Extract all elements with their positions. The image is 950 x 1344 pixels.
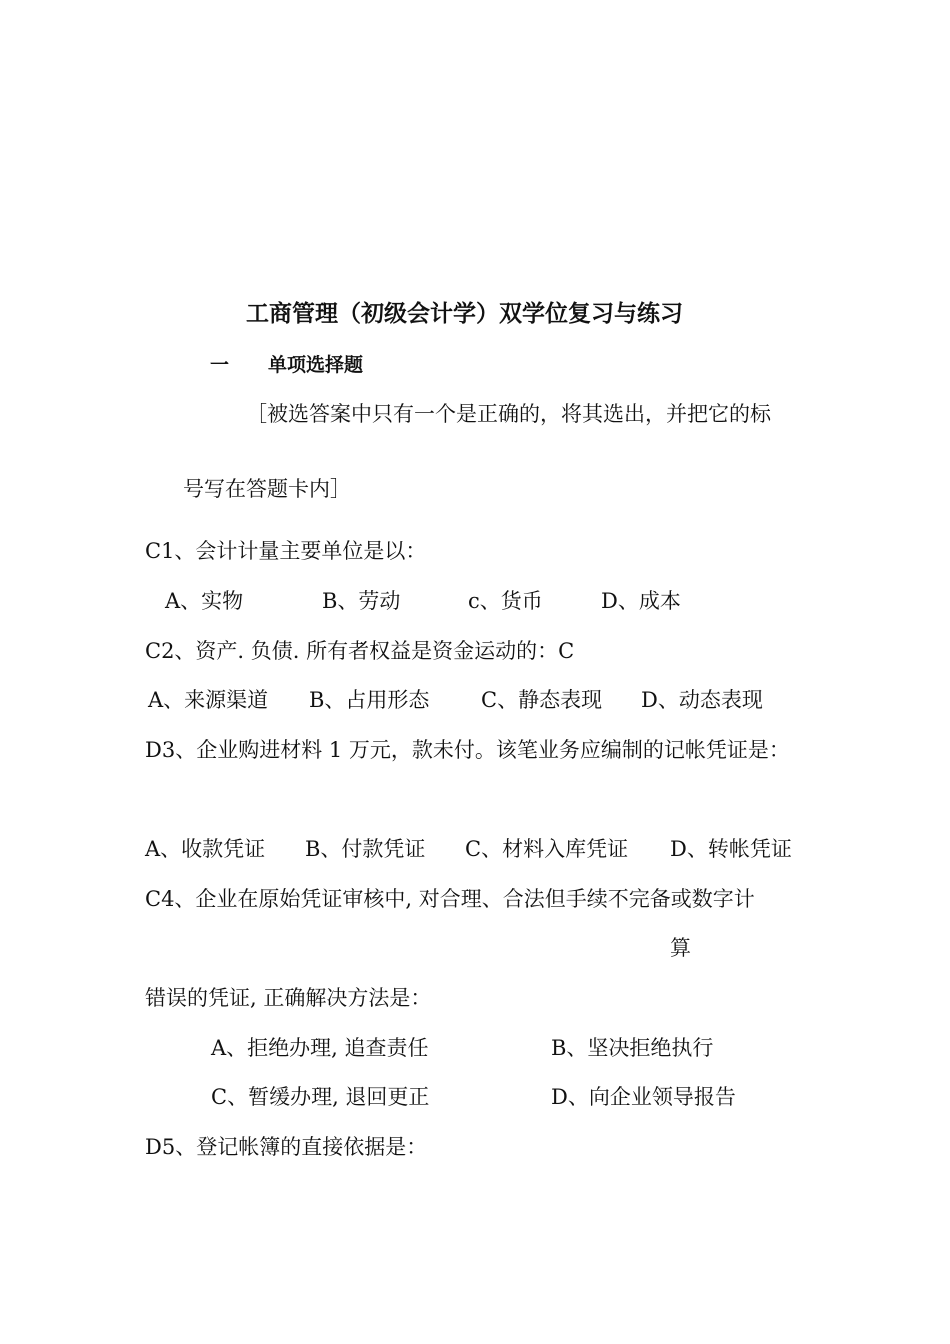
question-3-option-a: A、收款凭证 bbox=[145, 837, 266, 861]
question-3-option-b: B、付款凭证 bbox=[305, 837, 426, 861]
question-4-stem-wrap: 算 bbox=[670, 936, 691, 960]
question-1-stem: C1、会计计量主要单位是以： bbox=[145, 539, 427, 563]
question-2-stem: C2、资产. 负债. 所有者权益是资金运动的：C bbox=[145, 639, 575, 663]
question-3-option-d: D、转帐凭证 bbox=[670, 837, 792, 861]
section-heading: 单项选择题 bbox=[268, 354, 364, 376]
instruction-line-1: ［被选答案中只有一个是正确的，将其选出，并把它的标 bbox=[246, 402, 771, 426]
question-3-stem: D3、企业购进材料 1 万元，款未付。该笔业务应编制的记帐凭证是： bbox=[145, 738, 790, 762]
question-4-option-d: D、向企业领导报告 bbox=[551, 1085, 736, 1109]
question-1-option-d: D、成本 bbox=[601, 589, 681, 613]
question-1-option-a: A、实物 bbox=[165, 589, 244, 613]
question-4-stem-line-2: 错误的凭证, 正确解决方法是： bbox=[145, 986, 432, 1010]
question-4-option-b: B、坚决拒绝执行 bbox=[551, 1036, 714, 1060]
question-1-option-c: c、货币 bbox=[468, 589, 543, 613]
question-2-option-a: A、来源渠道 bbox=[148, 688, 269, 712]
section-number: 一 bbox=[210, 354, 230, 376]
question-4-option-c: C、暂缓办理, 退回更正 bbox=[211, 1085, 430, 1109]
instruction-line-2: 号写在答题卡内］ bbox=[183, 477, 351, 501]
question-2-option-c: C、静态表现 bbox=[481, 688, 603, 712]
question-4-option-a: A、拒绝办理, 追查责任 bbox=[211, 1036, 429, 1060]
question-5-stem: D5、登记帐簿的直接依据是： bbox=[145, 1135, 428, 1159]
document-title: 工商管理（初级会计学）双学位复习与练习 bbox=[246, 301, 683, 327]
question-2-option-d: D、动态表现 bbox=[641, 688, 763, 712]
question-1-option-b: B、劳动 bbox=[322, 589, 401, 613]
question-3-option-c: C、材料入库凭证 bbox=[465, 837, 629, 861]
question-2-option-b: B、占用形态 bbox=[309, 688, 430, 712]
question-4-stem-line-1: C4、企业在原始凭证审核中, 对合理、合法但手续不完备或数字计 bbox=[145, 887, 755, 911]
